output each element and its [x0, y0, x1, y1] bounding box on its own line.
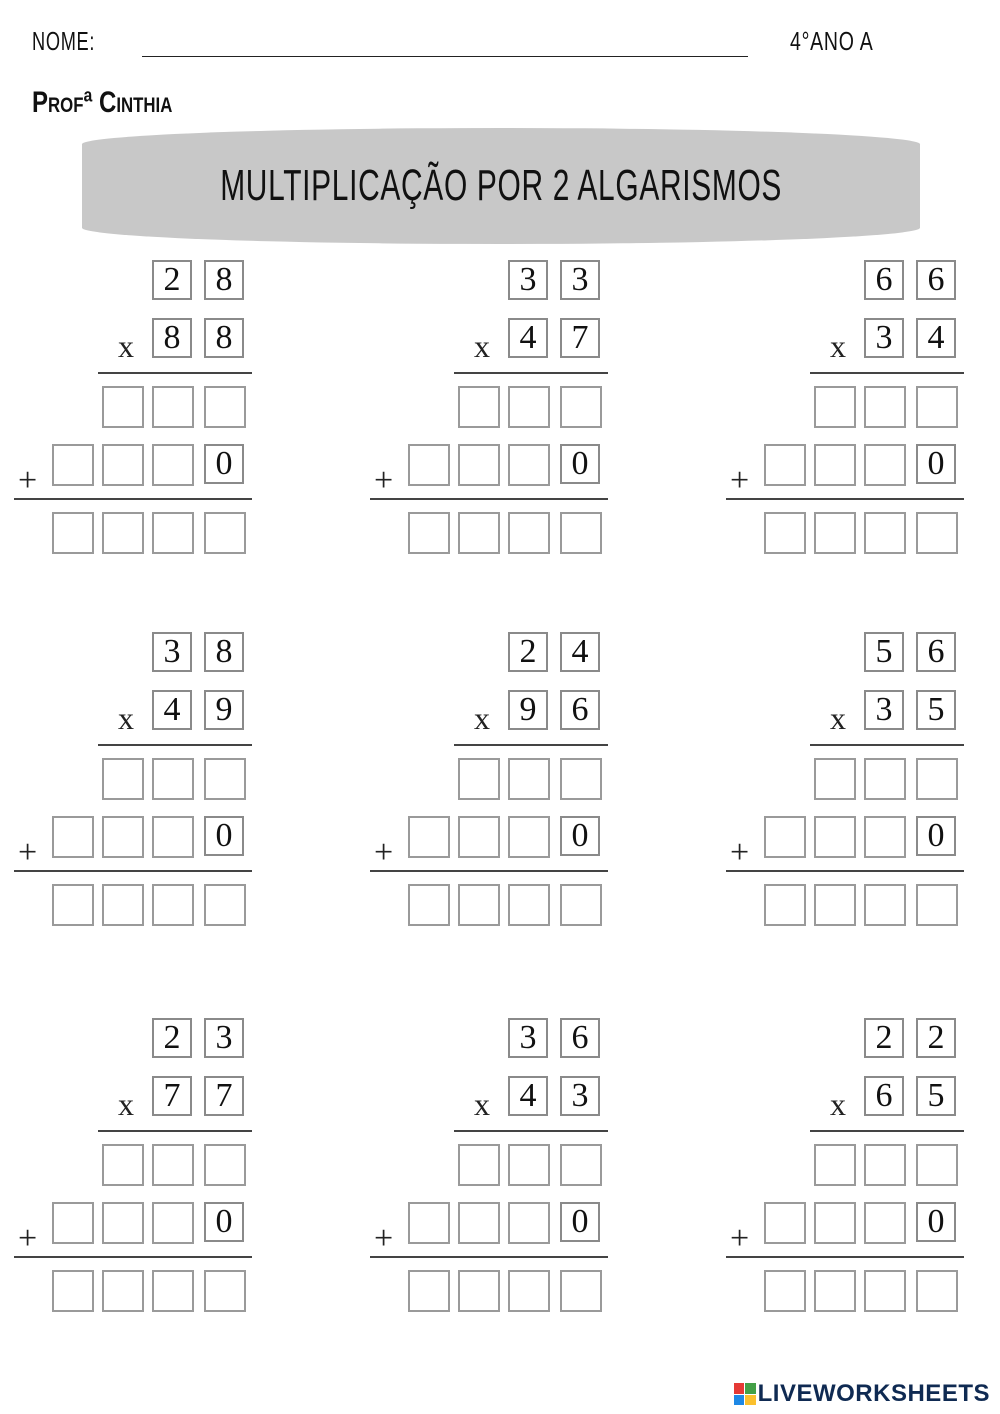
answer-box[interactable] [102, 1202, 144, 1244]
answer-box[interactable] [52, 1202, 94, 1244]
multiplicand-digit: 2 [152, 260, 192, 300]
zero-placeholder: 0 [560, 1202, 600, 1242]
answer-box[interactable] [408, 512, 450, 554]
answer-box[interactable] [864, 816, 906, 858]
multiplier-digit: 6 [864, 1076, 904, 1116]
answer-box[interactable] [560, 884, 602, 926]
times-sign: x [118, 1086, 134, 1122]
multiplicand-digit: 3 [508, 1018, 548, 1058]
title-banner [82, 128, 920, 244]
answer-box[interactable] [764, 444, 806, 486]
answer-box[interactable] [508, 758, 550, 800]
multiplication-problem [14, 256, 254, 556]
answer-box[interactable] [814, 884, 856, 926]
answer-box[interactable] [764, 1270, 806, 1312]
multiplicand-digit: 3 [560, 260, 600, 300]
answer-box[interactable] [560, 1144, 602, 1186]
answer-box[interactable] [52, 512, 94, 554]
multiplication-problem [370, 1014, 610, 1314]
answer-box[interactable] [814, 386, 856, 428]
answer-box[interactable] [408, 444, 450, 486]
plus-sign: + [18, 1220, 38, 1257]
answer-box[interactable] [508, 884, 550, 926]
answer-box[interactable] [204, 386, 246, 428]
answer-box[interactable] [864, 884, 906, 926]
multiplication-problem [370, 256, 610, 556]
answer-box[interactable] [560, 1270, 602, 1312]
answer-box[interactable] [458, 386, 500, 428]
answer-box[interactable] [408, 1270, 450, 1312]
answer-box[interactable] [916, 386, 958, 428]
multiplier-digit: 5 [916, 690, 956, 730]
times-sign: x [118, 700, 134, 736]
answer-box[interactable] [102, 386, 144, 428]
answer-box[interactable] [764, 1202, 806, 1244]
answer-box[interactable] [458, 444, 500, 486]
multiplication-problem [726, 628, 966, 928]
answer-box[interactable] [204, 512, 246, 554]
answer-box[interactable] [916, 758, 958, 800]
multiplier-digit: 4 [152, 690, 192, 730]
answer-box[interactable] [102, 758, 144, 800]
multiplier-digit: 9 [508, 690, 548, 730]
answer-box[interactable] [814, 1270, 856, 1312]
answer-box[interactable] [508, 1202, 550, 1244]
answer-box[interactable] [764, 512, 806, 554]
answer-box[interactable] [458, 1144, 500, 1186]
product-line [454, 744, 608, 746]
answer-box[interactable] [508, 512, 550, 554]
answer-box[interactable] [102, 1144, 144, 1186]
sum-line [726, 870, 964, 872]
multiplier-digit: 4 [916, 318, 956, 358]
answer-box[interactable] [864, 1144, 906, 1186]
times-sign: x [830, 700, 846, 736]
multiplier-digit: 7 [152, 1076, 192, 1116]
multiplicand-digit: 3 [508, 260, 548, 300]
sum-line [370, 870, 608, 872]
answer-box[interactable] [864, 758, 906, 800]
multiplicand-digit: 6 [560, 1018, 600, 1058]
answer-box[interactable] [408, 1202, 450, 1244]
answer-box[interactable] [458, 1202, 500, 1244]
multiplicand-digit: 3 [152, 632, 192, 672]
multiplicand-digit: 6 [916, 260, 956, 300]
plus-sign: + [18, 834, 38, 871]
multiplicand-digit: 8 [204, 260, 244, 300]
answer-box[interactable] [508, 386, 550, 428]
answer-box[interactable] [814, 758, 856, 800]
product-line [98, 372, 252, 374]
answer-box[interactable] [458, 512, 500, 554]
answer-box[interactable] [458, 884, 500, 926]
times-sign: x [474, 700, 490, 736]
class-label: 4°ANO A [790, 26, 874, 56]
answer-box[interactable] [864, 444, 906, 486]
answer-box[interactable] [916, 512, 958, 554]
footer-brand [734, 1380, 990, 1408]
answer-box[interactable] [152, 758, 194, 800]
times-sign: x [474, 1086, 490, 1122]
answer-box[interactable] [52, 444, 94, 486]
multiplicand-digit: 8 [204, 632, 244, 672]
multiplicand-digit: 2 [864, 1018, 904, 1058]
times-sign: x [118, 328, 134, 364]
footer-brand-text: LIVEWORKSHEETS [757, 1380, 990, 1407]
answer-box[interactable] [102, 512, 144, 554]
answer-box[interactable] [814, 816, 856, 858]
multiplier-digit: 3 [864, 690, 904, 730]
zero-placeholder: 0 [204, 816, 244, 856]
answer-box[interactable] [458, 758, 500, 800]
answer-box[interactable] [408, 884, 450, 926]
plus-sign: + [374, 1220, 394, 1257]
multiplicand-digit: 2 [508, 632, 548, 672]
times-sign: x [830, 1086, 846, 1122]
multiplier-digit: 6 [560, 690, 600, 730]
answer-box[interactable] [152, 1270, 194, 1312]
multiplicand-digit: 4 [560, 632, 600, 672]
plus-sign: + [730, 462, 750, 499]
answer-box[interactable] [52, 884, 94, 926]
multiplier-digit: 4 [508, 318, 548, 358]
answer-box[interactable] [102, 816, 144, 858]
sum-line [370, 1256, 608, 1258]
sum-line [726, 498, 964, 500]
sum-line [726, 1256, 964, 1258]
multiplier-digit: 9 [204, 690, 244, 730]
plus-sign: + [730, 834, 750, 871]
answer-box[interactable] [814, 1202, 856, 1244]
answer-box[interactable] [508, 444, 550, 486]
multiplicand-digit: 2 [152, 1018, 192, 1058]
multiplier-digit: 7 [560, 318, 600, 358]
name-label: NOME: [32, 26, 96, 56]
answer-box[interactable] [814, 444, 856, 486]
plus-sign: + [18, 462, 38, 499]
answer-box[interactable] [864, 1270, 906, 1312]
multiplicand-digit: 5 [864, 632, 904, 672]
answer-box[interactable] [814, 512, 856, 554]
answer-box[interactable] [52, 816, 94, 858]
answer-box[interactable] [508, 816, 550, 858]
times-sign: x [474, 328, 490, 364]
liveworksheets-logo-icon [734, 1383, 756, 1405]
zero-placeholder: 0 [916, 816, 956, 856]
plus-sign: + [374, 462, 394, 499]
multiplication-problem [726, 256, 966, 556]
answer-box[interactable] [508, 1144, 550, 1186]
answer-box[interactable] [102, 444, 144, 486]
answer-box[interactable] [152, 816, 194, 858]
answer-box[interactable] [152, 386, 194, 428]
times-sign: x [830, 328, 846, 364]
teacher-name: Profª Cinthia [32, 86, 173, 119]
sum-line [14, 498, 252, 500]
zero-placeholder: 0 [916, 444, 956, 484]
name-answer-line[interactable] [142, 56, 748, 57]
sum-line [14, 1256, 252, 1258]
product-line [454, 1130, 608, 1132]
multiplier-digit: 8 [152, 318, 192, 358]
multiplicand-digit: 6 [916, 632, 956, 672]
answer-box[interactable] [152, 444, 194, 486]
worksheet-title: MULTIPLICAÇÃO POR 2 ALGARISMOS [220, 161, 782, 210]
answer-box[interactable] [102, 884, 144, 926]
answer-box[interactable] [560, 386, 602, 428]
product-line [810, 1130, 964, 1132]
zero-placeholder: 0 [916, 1202, 956, 1242]
multiplier-digit: 5 [916, 1076, 956, 1116]
multiplier-digit: 3 [560, 1076, 600, 1116]
answer-box[interactable] [508, 1270, 550, 1312]
answer-box[interactable] [864, 1202, 906, 1244]
answer-box[interactable] [152, 512, 194, 554]
answer-box[interactable] [864, 386, 906, 428]
multiplicand-digit: 3 [204, 1018, 244, 1058]
multiplier-digit: 4 [508, 1076, 548, 1116]
multiplication-problem [726, 1014, 966, 1314]
answer-box[interactable] [152, 1144, 194, 1186]
zero-placeholder: 0 [560, 816, 600, 856]
answer-box[interactable] [204, 1144, 246, 1186]
multiplicand-digit: 2 [916, 1018, 956, 1058]
zero-placeholder: 0 [204, 1202, 244, 1242]
multiplier-digit: 3 [864, 318, 904, 358]
multiplication-problem [14, 1014, 254, 1314]
answer-box[interactable] [52, 1270, 94, 1312]
product-line [98, 744, 252, 746]
answer-box[interactable] [458, 1270, 500, 1312]
multiplicand-digit: 6 [864, 260, 904, 300]
answer-box[interactable] [814, 1144, 856, 1186]
answer-box[interactable] [152, 884, 194, 926]
plus-sign: + [374, 834, 394, 871]
product-line [810, 744, 964, 746]
answer-box[interactable] [560, 512, 602, 554]
zero-placeholder: 0 [204, 444, 244, 484]
multiplier-digit: 7 [204, 1076, 244, 1116]
answer-box[interactable] [204, 758, 246, 800]
multiplication-problem [370, 628, 610, 928]
answer-box[interactable] [408, 816, 450, 858]
product-line [810, 372, 964, 374]
answer-box[interactable] [864, 512, 906, 554]
answer-box[interactable] [204, 884, 246, 926]
zero-placeholder: 0 [560, 444, 600, 484]
multiplier-digit: 8 [204, 318, 244, 358]
answer-box[interactable] [152, 1202, 194, 1244]
answer-box[interactable] [916, 1270, 958, 1312]
sum-line [14, 870, 252, 872]
answer-box[interactable] [102, 1270, 144, 1312]
product-line [454, 372, 608, 374]
answer-box[interactable] [916, 884, 958, 926]
answer-box[interactable] [764, 816, 806, 858]
answer-box[interactable] [204, 1270, 246, 1312]
product-line [98, 1130, 252, 1132]
answer-box[interactable] [560, 758, 602, 800]
answer-box[interactable] [916, 1144, 958, 1186]
plus-sign: + [730, 1220, 750, 1257]
answer-box[interactable] [764, 884, 806, 926]
multiplication-problem [14, 628, 254, 928]
sum-line [370, 498, 608, 500]
answer-box[interactable] [458, 816, 500, 858]
